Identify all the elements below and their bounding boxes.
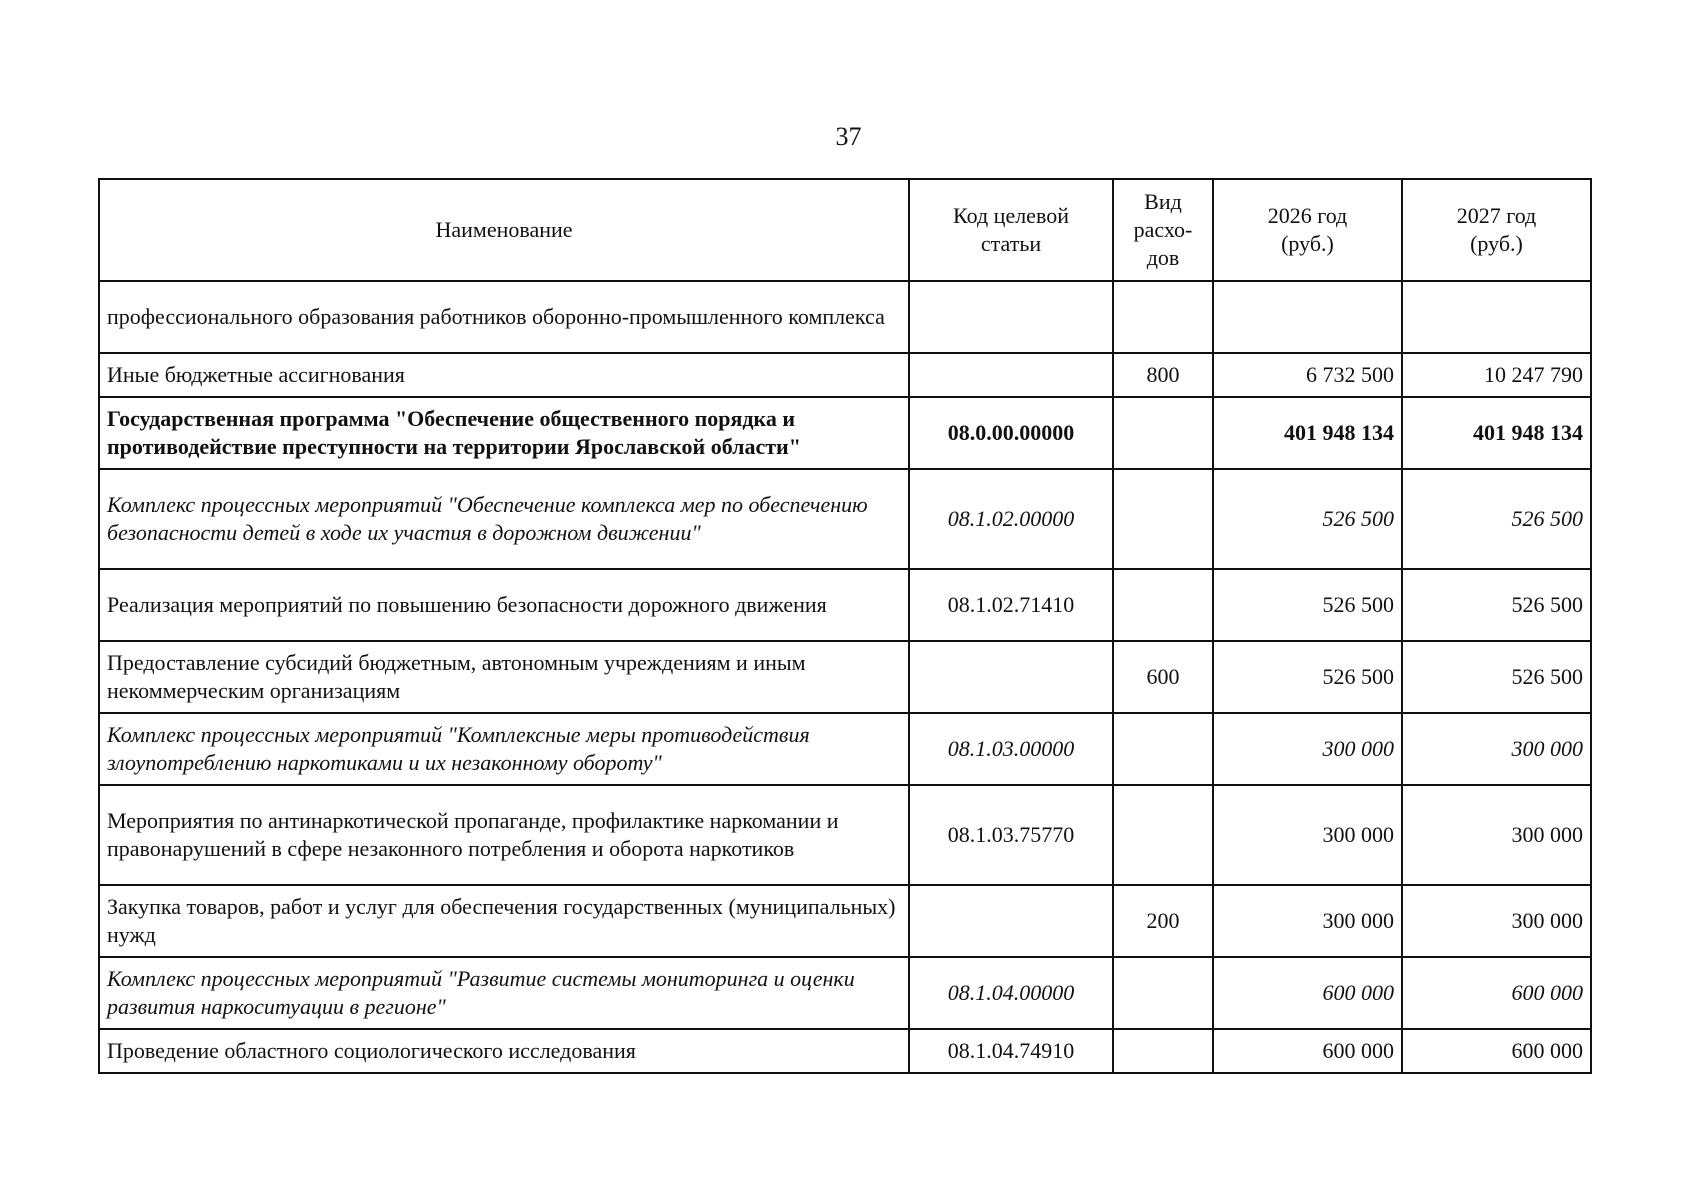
row-2026: 600 000: [1213, 1029, 1402, 1073]
row-code: [909, 353, 1113, 397]
row-kind: [1113, 713, 1213, 785]
row-code: 08.1.04.74910: [909, 1029, 1113, 1073]
row-2027: 526 500: [1402, 569, 1591, 641]
row-2026: 300 000: [1213, 785, 1402, 885]
row-2026: 526 500: [1213, 569, 1402, 641]
row-code: [909, 281, 1113, 353]
row-2026: 401 948 134: [1213, 397, 1402, 469]
row-kind: [1113, 569, 1213, 641]
row-kind: 200: [1113, 885, 1213, 957]
header-kind: Вид расхо- дов: [1113, 179, 1213, 281]
row-code: [909, 885, 1113, 957]
table-header-row: [99, 179, 1591, 281]
header-2027: 2027 год (руб.): [1402, 179, 1591, 281]
row-code: 08.1.03.00000: [909, 713, 1113, 785]
row-kind: [1113, 281, 1213, 353]
header-code: Код целевой статьи: [909, 179, 1113, 281]
row-2027: 401 948 134: [1402, 397, 1591, 469]
table-row: [99, 785, 1591, 885]
row-2027: 600 000: [1402, 957, 1591, 1029]
row-code: 08.0.00.00000: [909, 397, 1113, 469]
row-name: Реализация мероприятий по повышению безопасности дорожного движения: [99, 569, 909, 641]
row-name: Закупка товаров, работ и услуг для обеспечения государственных (муниципальных) нужд: [99, 885, 909, 957]
table-row-complex: [99, 957, 1591, 1029]
row-2027: 300 000: [1402, 785, 1591, 885]
row-2027: [1402, 281, 1591, 353]
row-2026: 600 000: [1213, 957, 1402, 1029]
header-name: Наименование: [99, 179, 909, 281]
table-row: [99, 569, 1591, 641]
row-2027: 300 000: [1402, 885, 1591, 957]
table-row: [99, 281, 1591, 353]
row-2026: 300 000: [1213, 713, 1402, 785]
table-row: [99, 641, 1591, 713]
header-2026: 2026 год (руб.): [1213, 179, 1402, 281]
row-name: Комплекс процессных мероприятий "Обеспечение комплекса мер по обеспечению безопасности детей в ходе их участия в дорожном движении": [99, 469, 909, 569]
row-name: Проведение областного социологического исследования: [99, 1029, 909, 1073]
row-code: 08.1.03.75770: [909, 785, 1113, 885]
row-name: профессионального образования работников оборонно-промышленного комплекса: [99, 281, 909, 353]
row-2027: 10 247 790: [1402, 353, 1591, 397]
table-row: [99, 1029, 1591, 1073]
row-kind: [1113, 957, 1213, 1029]
row-2026: 300 000: [1213, 885, 1402, 957]
table-row-program: [99, 397, 1591, 469]
row-kind: [1113, 397, 1213, 469]
row-2026: 6 732 500: [1213, 353, 1402, 397]
table-row-complex: [99, 469, 1591, 569]
row-name: Предоставление субсидий бюджетным, автономным учреждениям и иным некоммерческим организациям: [99, 641, 909, 713]
row-name: Комплекс процессных мероприятий "Комплексные меры противодействия злоупотреблению наркотиками и их незаконному обороту": [99, 713, 909, 785]
row-name: Иные бюджетные ассигнования: [99, 353, 909, 397]
row-2027: 526 500: [1402, 469, 1591, 569]
page-number: 37: [835, 122, 862, 151]
row-kind: [1113, 785, 1213, 885]
row-code: 08.1.04.00000: [909, 957, 1113, 1029]
row-name: Комплекс процессных мероприятий "Развитие системы мониторинга и оценки развития наркоситуации в регионе": [99, 957, 909, 1029]
budget-table: [98, 178, 1592, 1074]
row-kind: [1113, 1029, 1213, 1073]
row-2026: 526 500: [1213, 469, 1402, 569]
row-name: Государственная программа "Обеспечение общественного порядка и противодействие преступности на территории Ярославской области": [99, 397, 909, 469]
row-2027: 526 500: [1402, 641, 1591, 713]
row-2026: [1213, 281, 1402, 353]
table-row: [99, 353, 1591, 397]
row-code: 08.1.02.71410: [909, 569, 1113, 641]
table-row: [99, 885, 1591, 957]
row-2027: 300 000: [1402, 713, 1591, 785]
row-kind: 800: [1113, 353, 1213, 397]
row-kind: 600: [1113, 641, 1213, 713]
table-row-complex: [99, 713, 1591, 785]
row-code: [909, 641, 1113, 713]
row-name: Мероприятия по антинаркотической пропаганде, профилактике наркомании и правонарушений в сфере незаконного потребления и оборота наркотиков: [99, 785, 909, 885]
row-kind: [1113, 469, 1213, 569]
row-2026: 526 500: [1213, 641, 1402, 713]
row-2027: 600 000: [1402, 1029, 1591, 1073]
row-code: 08.1.02.00000: [909, 469, 1113, 569]
